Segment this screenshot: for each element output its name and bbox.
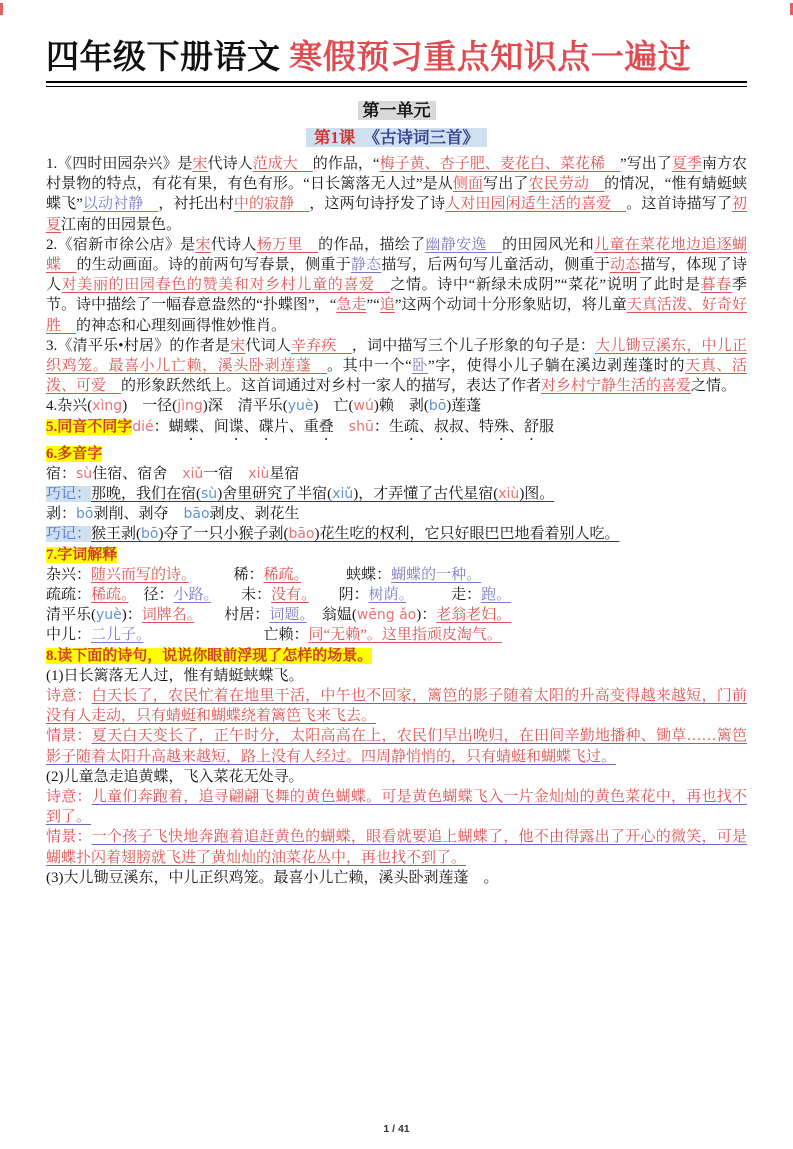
body-text: 住宿、宿舍 [92,465,183,482]
answer-text: 二儿子。 [91,627,144,644]
body-text: 片、重 [273,418,319,435]
body-text: 宿： [46,465,77,482]
unit-heading-row [46,96,747,121]
pinyin: xiù [248,465,270,482]
emphasized-char: 蝶 [183,418,199,435]
answer-text: 辛弃疾 [291,337,352,354]
paragraph [46,585,747,605]
answer-text: 白天长了，农民忙着在地里干活，中午也不回家，篱笆的影子随着太阳的升高变得越来越短，门前没有人走动，只有蜻蜓和蝴蝶绕着篱笆飞来飞去。 [46,688,747,725]
answer-label: 诗意： [46,688,92,705]
pinyin: sù [76,465,93,482]
pinyin: wēng ǎo [356,607,417,624]
body-text: 之情。 [691,378,737,395]
answer-text: 一个孩子飞快地奔跑着追赶黄色的蝴蝶，眼看就要追上蝴蝶了，他不由得露出了开心的微笑，可是蝴蝶扑闪着翅膀就飞进了黄灿灿的油菜花丛中，再也找不到了。 [46,829,747,866]
paragraph [46,235,747,336]
body-text: 代词人 [245,337,292,354]
answer-text: 人对田园闲适生活的喜爱 [445,196,627,213]
body-text: ) 亡( [313,398,354,415]
answer-text: 随兴而写的诗。 [91,566,189,583]
pinyin: sù [201,485,218,502]
pinyin: xiǔ [182,465,204,482]
body-text: 江南的田园景色。 [61,216,182,233]
body-text: 星宿 [269,465,300,482]
paragraph [46,787,747,827]
emphasized-char: 舒 [523,418,539,435]
tip-label: 巧记： [46,485,92,502]
pinyin: bō [76,506,94,523]
answer-text: 幽静安逸 [425,236,503,253]
body-text: )莲蓬 [446,398,482,415]
paragraph [46,686,747,726]
pinyin: xiǔ [332,485,354,502]
body-text: 一宿 [203,465,249,482]
answer-text: 老翁老妇。 [436,607,512,624]
answer-text: 宋 [195,236,211,253]
body-text: )： [416,607,437,624]
body-text: 清平乐( [46,607,96,624]
pinyin: dié [132,418,154,435]
pinyin: bāo [183,506,210,523]
document-header [46,40,747,87]
body-text: 的情况，“惟有蜻蜓蛱蝶飞” [46,176,747,213]
body-text: 、 [418,418,434,435]
answer-text: 中的寂静 [233,196,310,213]
body-text: 的神态和心理刻画得惟妙惟肖。 [76,317,287,334]
answer-text: 树荫。 [368,587,407,603]
body-text: 阴： [308,587,369,603]
answer-text: 大儿锄豆溪东，中儿正织鸡笼。最喜小儿亡赖，溪头卧剥莲蓬 [46,337,747,374]
body-text: 的形象跃然纸上。这首词通过对乡村一家人的描写，表达了作者 [121,378,542,395]
answer-text: 对乡村宁静生活的喜爱 [541,378,692,395]
paragraph [46,666,747,686]
body-text: )深 清平乐( [202,398,288,415]
pinyin: wú [353,398,374,415]
pinyin: bō [428,398,447,415]
body-text: ，衬托出村 [158,196,234,213]
title-grade-label: 四年级下册语文 [46,40,281,76]
paragraph [46,464,747,484]
body-text: )赖 剥( [373,398,429,415]
body-text: (3)大儿锄豆溪东，中儿正织鸡笼。最喜小儿亡赖，溪头卧剥莲蓬 。 [46,869,499,886]
answer-text: 初夏 [46,196,747,233]
paragraph [46,625,747,645]
body-text: 的田园风光和 [502,236,595,253]
paragraph [46,396,747,416]
paragraph [46,827,747,867]
body-text: ”“ [366,297,380,314]
body-text: 蛱蝶： [301,566,392,583]
body-text: 、 [243,418,259,435]
paragraph [46,504,747,524]
body-text: 的作品，描绘了 [318,236,426,253]
body-text: 1.《四时田园杂兴》是 [46,155,193,172]
body-text: 剥皮、剥花生 [209,506,300,523]
pinyin: xiù [498,485,520,502]
answer-text: 蝴蝶的一种。 [391,566,482,583]
body-text: 走： [406,587,482,603]
body-text: 的生动画面。诗的前两句写春景，侧重于 [76,256,351,273]
body-text-underlined: 猴王剥( [91,526,142,543]
answer-text: 卧 [411,357,429,374]
unit-heading: 第一单元 [358,101,436,120]
body-text: 亡赖： [143,627,309,644]
answer-text: 稀疏。 [91,587,129,603]
paragraph [46,605,747,625]
paragraph [46,417,747,444]
body-text: 未： [211,587,272,603]
section-heading: 8.读下面的诗句，说说你眼前浮现了怎样的场景。 [46,647,373,664]
body-text: 3.《清平乐•村居》的作者是 [46,337,231,354]
answer-label: 诗意： [46,789,92,806]
body-text: ：蝴 [153,418,184,435]
answer-text: 儿童在菜花地边追逐蝴蝶 [46,236,747,273]
answer-text: 对美丽的田园春色的赞美和对乡村儿童的喜爱 [61,277,391,294]
body-text [334,419,349,435]
body-text: 稀： [188,566,264,583]
answer-text: 同“无赖”。这里指顽皮淘气。 [308,627,502,644]
pinyin: bāo [288,526,315,543]
document-body [46,154,747,888]
section-heading: 7.字词解释 [46,546,118,563]
body-text: 疏疏： [46,587,92,603]
body-text-underlined: )，才弄懂了古代星宿( [353,485,499,502]
page-footer [0,1123,793,1135]
tip-label: 巧记： [46,526,92,543]
pinyin: yuè [287,398,314,415]
answer-text: 追 [379,297,395,314]
body-text: 径： [128,587,174,603]
body-text: 之情。诗中“新绿未成阴”“菜花”说明了此时是 [390,277,701,294]
answer-text: 梅子黄、杏子肥、麦花白、菜花稀 [379,155,621,172]
body-text: ”写出了 [620,155,672,172]
answer-text: 没有。 [271,587,309,603]
pinyin: bō [141,526,159,543]
answer-text: 儿童们奔跑着，追寻翩翩飞舞的黄色蝴蝶。可是黄色蝴蝶飞入一片金灿灿的黄色菜花中，再也找不到了。 [46,789,747,826]
lesson-number: 第1课 [314,127,372,147]
body-text: 4.杂兴( [46,398,93,415]
pinyin: xìng [92,398,123,415]
red-corner-mark-left [0,3,3,15]
body-text: 村居： [194,607,270,624]
answer-text: 农民劳动 [528,176,605,193]
answer-text: 侧面 [452,176,484,193]
pinyin: jìng [177,398,203,415]
paragraph [46,868,747,888]
body-text: 服 [538,418,554,435]
body-text: ) 一径( [122,398,178,415]
body-text: 剥： [46,506,77,523]
emphasized-char: 叠 [318,418,334,435]
body-text-underlined: )花生吃的权利，它只好眼巴巴地看着别人吃。 [314,526,620,543]
answer-text: 静态 [350,256,382,273]
page-number: 1 / 41 [383,1123,410,1135]
body-text: 季节。诗中描绘了一幅春意盎然的“扑蝶图”，“ [46,277,747,314]
pinyin: yuè [96,607,122,624]
body-text: 写出了 [483,176,529,193]
body-text-underlined: )舍里研究了半宿( [217,485,333,502]
body-text: (2)儿童急走追黄蝶，飞入菜花无处寻。 [46,768,304,785]
header-divider [46,81,747,87]
emphasized-char: 谍 [228,418,244,435]
answer-text: 宋 [192,155,208,172]
body-text: 。其中一个“ [327,357,412,374]
section-heading: 6.多音字 [46,445,103,462]
body-text: 剥削、剥夺 [93,506,184,523]
paragraph [46,726,747,766]
answer-text: 范成大 [252,155,313,172]
answer-text: 以动衬静 [82,196,159,213]
paragraph [46,565,747,585]
title-topic-label: 寒假预习重点知识点一遍过 [280,40,692,76]
lesson-title: 《古诗词三首》 [371,127,479,147]
body-text: 南方农村景物的特点，有花有果，有色有形。“日长篱落无人过”是从 [46,155,747,193]
emphasized-char: 殊 [493,418,509,435]
answer-text: 小路。 [173,587,212,603]
paragraph [46,484,747,504]
body-text: 杂兴： [46,566,92,583]
body-text: 叔、特 [448,418,494,435]
body-text-underlined: 那晚，我们在宿( [91,485,202,502]
lesson-heading-row [46,124,747,148]
answer-text: 杨万里 [256,236,319,253]
paragraph [46,767,747,787]
body-text: 描写，体现了诗人 [46,256,747,294]
answer-text: 宋 [230,337,246,354]
answer-text: 夏季 [671,155,702,172]
body-text: ：生 [373,418,404,435]
paragraph [46,154,747,235]
body-text: 2.《宿新市徐公店》是 [46,236,196,253]
emphasized-char: 疏 [403,418,419,435]
body-text: 、 [508,418,524,435]
body-text: ”字，使得小儿子躺在溪边剥莲蓬时的 [428,357,686,374]
paragraph [46,444,747,464]
page-title [46,40,747,78]
section-heading: 5.同音不同字 [46,418,133,435]
paragraph [46,646,747,666]
paragraph [46,545,747,565]
answer-text: 夏天白天变长了，正午时分，太阳高高在上，农民们早出晚归，在田间辛勤地播种、锄草……篱笆影子随着太阳升高越来越短，路上没有人经过。四周静悄悄的，只有蜻蜓和蝴蝶飞过。 [46,728,747,765]
answer-text: 暮春 [700,277,732,294]
body-text: 、间 [198,418,229,435]
body-text: 描写，后两句写儿童活动，侧重于 [381,256,611,273]
paragraph [46,336,747,397]
answer-text: 天真活泼、好奇好胜 [46,297,747,334]
answer-label: 情景： [46,728,92,745]
body-text-underlined: )夺了一只小猴子剥( [158,526,289,543]
body-text: (1)日长篱落无人过，惟有蜻蜓蛱蝶飞。 [46,667,304,684]
answer-text: 稀疏。 [263,566,302,583]
answer-text: 词题。 [269,607,307,624]
body-text-underlined: )图。 [519,485,555,502]
paragraph [46,524,747,544]
body-text: 中儿： [46,627,92,644]
body-text: 。这首诗描写了 [626,196,732,213]
answer-text: 急走 [336,297,367,314]
body-text: ，词中描写三个儿子形象的句子是： [351,337,596,354]
lesson-heading [306,128,487,147]
body-text: )： [121,607,142,624]
emphasized-char: 碟 [258,418,274,435]
answer-text: 动态 [610,256,641,273]
body-text: 代诗人 [210,236,257,253]
body-text: ”这两个动词十分形象贴切，将儿童 [394,297,627,314]
emphasized-char: 叔 [433,418,449,435]
answer-label: 情景： [46,829,92,846]
body-text: ，这两句诗抒发了诗 [309,196,446,213]
answer-text: 天真、活泼、可爱 [46,357,747,395]
answer-text: 跑。 [481,587,512,603]
body-text: 的作品，“ [312,155,380,172]
body-text: 翁媪( [306,607,357,624]
answer-text: 词牌名。 [141,607,195,624]
pinyin: shū [348,418,374,435]
body-text: 代诗人 [207,155,253,172]
